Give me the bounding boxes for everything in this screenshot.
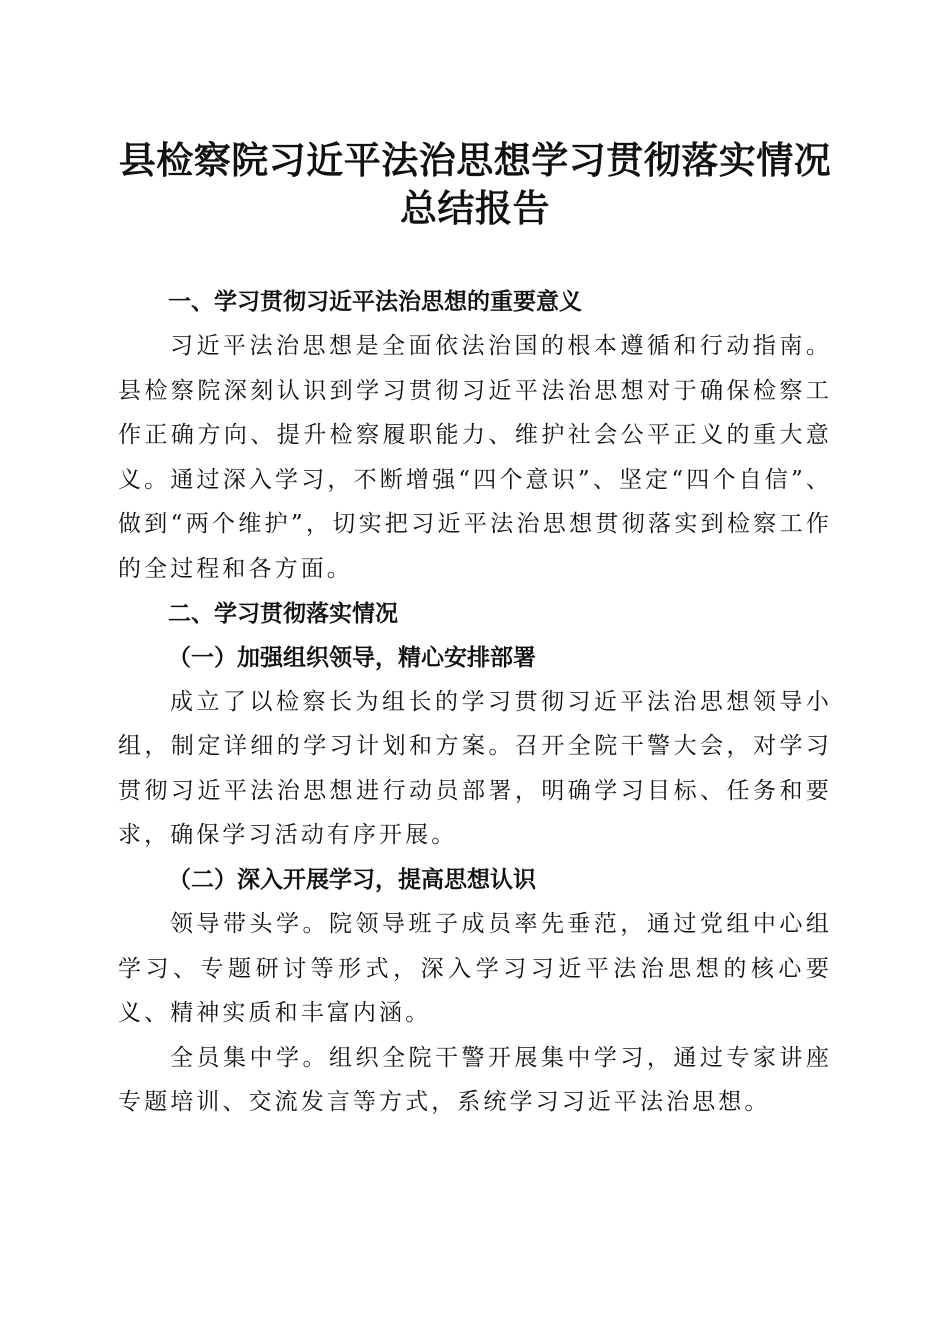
subsection-2-paragraph-1: 领导带头学。院领导班子成员率先垂范，通过党组中心组学习、专题研讨等形式，深入学习习近平法治思想的核心要义、精神实质和丰富内涵。 — [118, 910, 832, 1027]
subsection-2-paragraph-2: 全员集中学。组织全院干警开展集中学习，通过专家讲座专题培训、交流发言等方式，系统学习习近平法治思想。 — [118, 1044, 832, 1116]
subsection-1-paragraph: 成立了以检察长为组长的学习贯彻习近平法治思想领导小组，制定详细的学习计划和方案。召开全院干警大会，对学习贯彻习近平法治思想进行动员部署，明确学习目标、任务和要求，确保学习活动有序开展。 — [118, 688, 832, 849]
document-title: 县检察院习近平法治思想学习贯彻落实情况总结报告 — [118, 138, 832, 230]
document-body — [118, 280, 832, 1125]
section-1-paragraph: 习近平法治思想是全面依法治国的根本遵循和行动指南。县检察院深刻认识到学习贯彻习近平法治思想对于确保检察工作正确方向、提升检察履职能力、维护社会公平正义的重大意义。通过深入学习，不断增强“四个意识”、坚定“四个自信”、做到“两个维护”，切实把习近平法治思想贯彻落实到检察工作的全过程和各方面。 — [118, 333, 832, 582]
subsection-heading-1: （一）加强组织领导，精心安排部署 — [168, 643, 536, 671]
section-heading-2: 二、学习贯彻落实情况 — [168, 600, 398, 627]
subsection-heading-2: （二）深入开展学习，提高思想认识 — [168, 865, 536, 893]
section-heading-1: 一、学习贯彻习近平法治思想的重要意义 — [168, 289, 582, 315]
